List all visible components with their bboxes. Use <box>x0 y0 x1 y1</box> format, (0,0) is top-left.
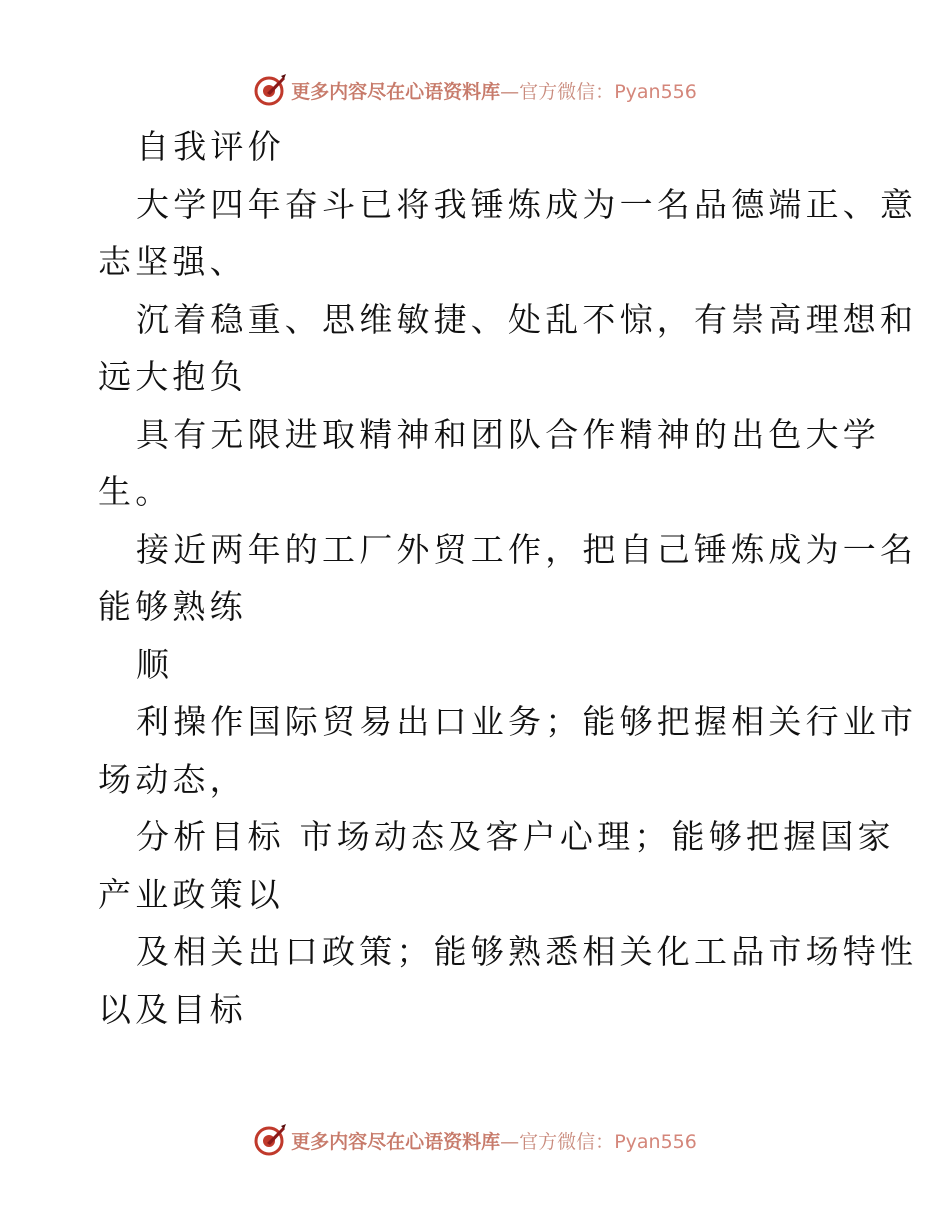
paragraph-line: 产业政策以 <box>98 874 284 914</box>
watermark-wechat-id: Pyan556 <box>614 80 697 103</box>
document-body <box>98 118 918 1038</box>
paragraph-line: 分析目标 市场动态及客户心理；能够把握国家 <box>136 817 895 856</box>
header-watermark <box>0 70 950 110</box>
footer-watermark <box>0 1120 950 1160</box>
paragraph-line: 顺 <box>136 644 174 684</box>
paragraph-line: 接近两年的工厂外贸工作，把自己锤炼成为一名 <box>136 529 918 569</box>
watermark-brand: 更多内容尽在心语资料库 <box>291 1130 501 1153</box>
paragraph-line: 场动态， <box>98 759 247 799</box>
section-title: 自我评价 <box>136 127 285 166</box>
watermark-separator: — <box>500 80 520 103</box>
paragraph-line: 志坚强、 <box>98 242 247 281</box>
paragraph-line: 能够熟练 <box>98 587 247 626</box>
paragraph-line: 大学四年奋斗已将我锤炼成为一名品德端正、意 <box>136 184 918 224</box>
watermark-wechat-label: 官方微信： <box>519 80 615 103</box>
watermark-separator: — <box>500 1130 520 1153</box>
quill-logo-icon <box>253 73 287 107</box>
paragraph-line: 具有无限进取精神和团队合作精神的出色大学 <box>136 414 880 454</box>
quill-logo-icon <box>253 1123 287 1157</box>
watermark-wechat-id: Pyan556 <box>614 1130 697 1153</box>
paragraph-line: 生。 <box>98 472 173 511</box>
watermark-wechat-label: 官方微信： <box>519 1130 615 1153</box>
paragraph-line: 远大抱负 <box>98 357 247 396</box>
paragraph-line: 利操作国际贸易出口业务；能够把握相关行业市 <box>136 702 918 741</box>
paragraph-line: 以及目标 <box>98 989 247 1029</box>
paragraph-line: 沉着稳重、思维敏捷、处乱不惊，有崇高理想和 <box>136 299 918 339</box>
watermark-brand: 更多内容尽在心语资料库 <box>291 80 501 103</box>
paragraph-line: 及相关出口政策；能够熟悉相关化工品市场特性 <box>136 932 918 971</box>
